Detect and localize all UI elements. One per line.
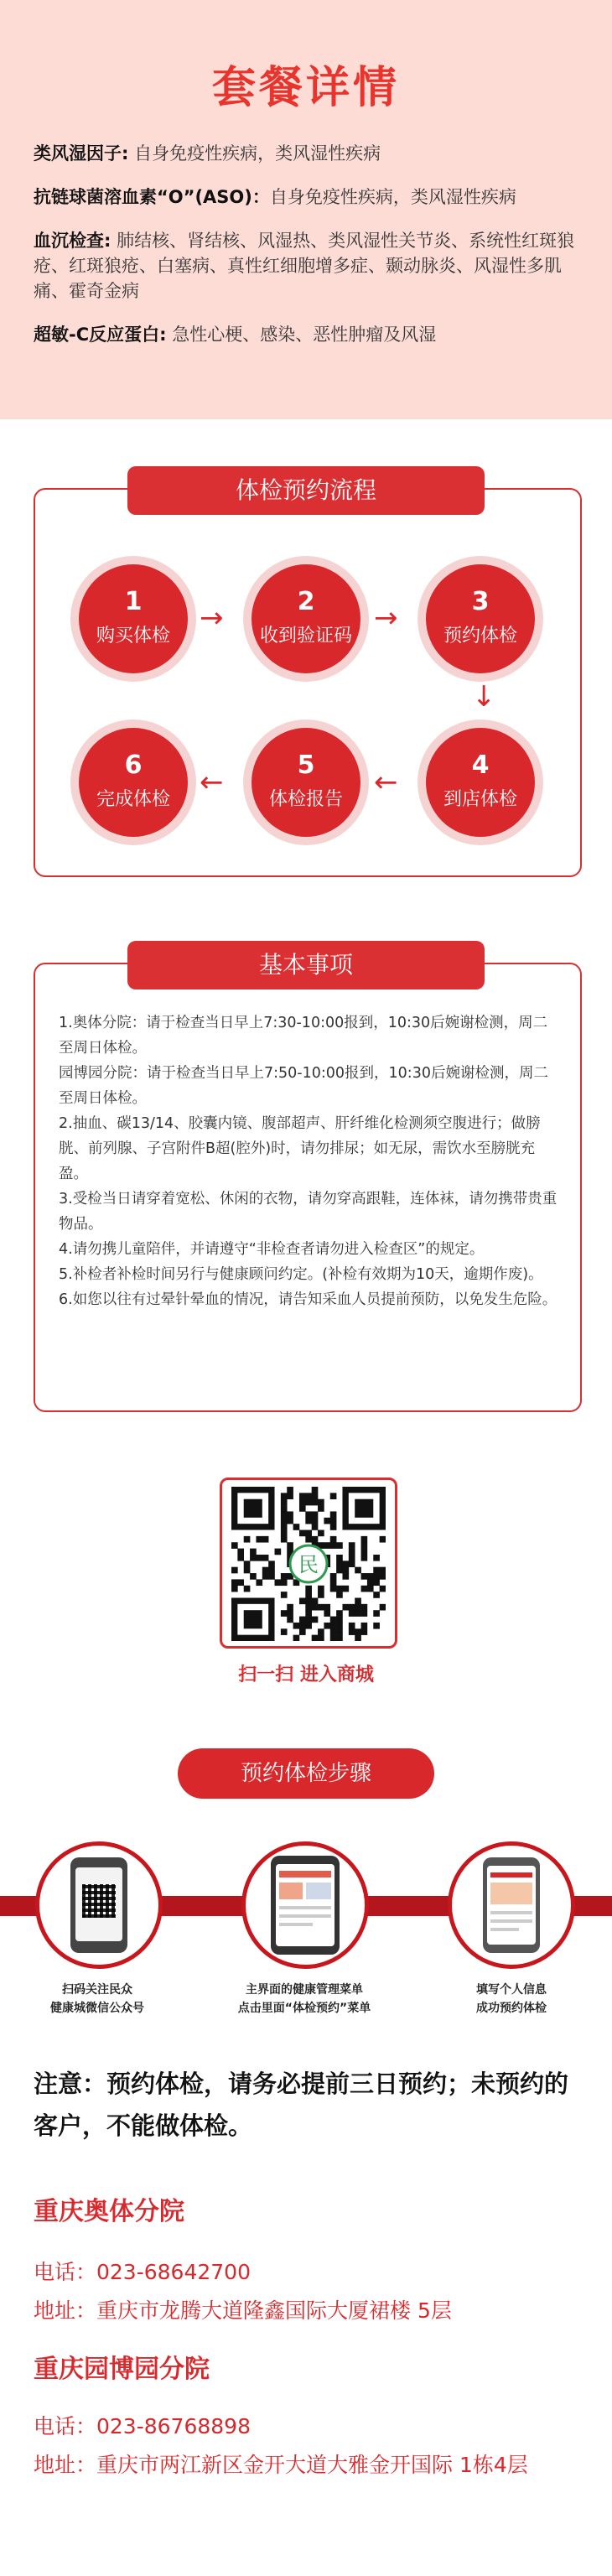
basic-notes-list [59,1010,560,1312]
booking-step-1-image [35,1841,163,1969]
arrow-right-icon: → [374,601,398,635]
booking-step-line: 扫码关注民众 [62,1983,132,1997]
flow-step-number: 1 [124,587,143,616]
arrow-right-icon: → [200,601,224,635]
flow-step-6 [79,728,188,837]
arrow-down-icon: ↓ [472,680,496,714]
package-item-label: 血沉检查: [34,231,112,251]
booking-step-line: 填写个人信息 [476,1983,547,1997]
note-line: 6.如您以往有过晕针晕血的情况，请告知采血人员提前预防，以免发生危险。 [59,1291,558,1308]
package-item-text: 肺结核、肾结核、风湿热、类风湿性关节炎、系统性红斑狼疮、红斑狼疮、白塞病、真性红细胞增多症、颞动脉炎、风湿性多肌痛、霍奇金病 [34,231,575,301]
flow-step-label: 到店体检 [443,789,517,810]
note-line: 5.补检者补检时间另行与健康顾问约定。(补检有效期为10天，逾期作废)。 [59,1266,543,1283]
arrow-left-icon: ← [200,766,224,799]
flow-step-label: 体检报告 [268,789,343,810]
package-item [34,184,587,210]
booking-steps-title: 预约体检步骤 [178,1748,434,1799]
package-item-text: 自身免疫性疾病，类风湿性疾病 [269,187,516,207]
phone-icon [70,1857,127,1953]
booking-step-line: 点击里面“体检预约”菜单 [237,2002,371,2015]
flow-step-5 [252,728,360,837]
flow-step-3 [426,564,535,673]
phone-icon [271,1856,340,1955]
qr-logo-text: 民 [298,1553,319,1576]
flow-step-1 [79,564,188,673]
flow-step-number: 2 [297,587,315,616]
flow-step-2 [252,564,360,673]
flow-step-label: 购买体检 [96,626,170,647]
flow-step-number: 5 [297,750,315,780]
branch-phone[interactable]: 电话：023-86768898 [34,2414,251,2438]
booking-step-line: 主界面的健康管理菜单 [246,1983,363,1997]
booking-notice: 注意：预约体检，请务必提前三日预约；未预约的客户，不能做体检。 [34,2070,569,2140]
basic-notes-title: 基本事项 [127,941,485,989]
qr-code-icon [82,1884,116,1918]
package-item-label: 类风湿因子: [34,143,129,164]
booking-step-2-caption [208,1981,401,2018]
note-line: 2.抽血、碳13/14、胶囊内镜、腹部超声、肝纤维化检测须空腹进行；做膀胱、前列腺、子宫附件B超(腔外)时，请勿排尿；如无尿，需饮水至膀胱充盈。 [59,1115,541,1182]
booking-flow-title: 体检预约流程 [127,466,485,515]
flow-step-number: 3 [471,587,490,616]
booking-step-line: 成功预约体检 [476,2002,547,2015]
package-item-text: 自身免疫性疾病，类风湿性疾病 [128,143,381,164]
flow-step-4 [426,728,535,837]
flow-step-label: 预约体检 [443,626,517,647]
page-title: 套餐详情 [211,63,400,113]
package-item-text: 急性心梗、感染、恶性肿瘤及风湿 [166,325,437,345]
package-item [34,322,587,347]
booking-step-2-image [241,1841,369,1969]
branch-address: 地址：重庆市龙腾大道隆鑫国际大厦裙楼 5层 [34,2298,452,2323]
flow-step-label: 收到验证码 [259,626,352,647]
flow-step-number: 6 [124,750,143,780]
booking-step-1-caption [1,1981,194,2018]
branch-phone[interactable]: 电话：023-68642700 [34,2260,251,2284]
arrow-left-icon: ← [374,766,398,799]
note-line: 1.奥体分院：请于检查当日早上7:30-10:00报到，10:30后婉谢检测，周二至周日体检。 [59,1015,548,1057]
qr-caption: 扫一扫 进入商城 [238,1665,374,1685]
qr-code[interactable] [220,1478,397,1649]
booking-step-3-image [448,1841,575,1969]
branch-name: 重庆园博园分院 [34,2355,210,2384]
package-item-label: 超敏-C反应蛋白: [34,325,167,345]
flow-step-label: 完成体检 [96,789,170,810]
phone-icon [483,1857,540,1953]
branch-address: 地址：重庆市两江新区金开大道大雅金开国际 1栋4层 [34,2453,528,2477]
package-item-list [34,141,587,366]
package-item [34,228,587,304]
booking-step-3-caption [415,1981,608,2018]
package-item [34,141,587,166]
booking-step-line: 健康城微信公众号 [50,2002,144,2015]
branch-name: 重庆奥体分院 [34,2197,184,2226]
flow-step-number: 4 [471,750,490,780]
package-item-label: 抗链球菌溶血素“O”(ASO)： [34,187,270,207]
note-line: 4.请勿携儿童陪伴，并请遵守“非检查者请勿进入检查区”的规定。 [59,1241,485,1258]
qr-code-image [231,1487,386,1641]
note-line: 3.受检当日请穿着宽松、休闲的衣物，请勿穿高跟鞋，连体袜，请勿携带贵重物品。 [59,1191,558,1233]
note-line: 园博园分院：请于检查当日早上7:50-10:00报到，10:30后婉谢检测，周二至周日体检。 [59,1065,548,1107]
